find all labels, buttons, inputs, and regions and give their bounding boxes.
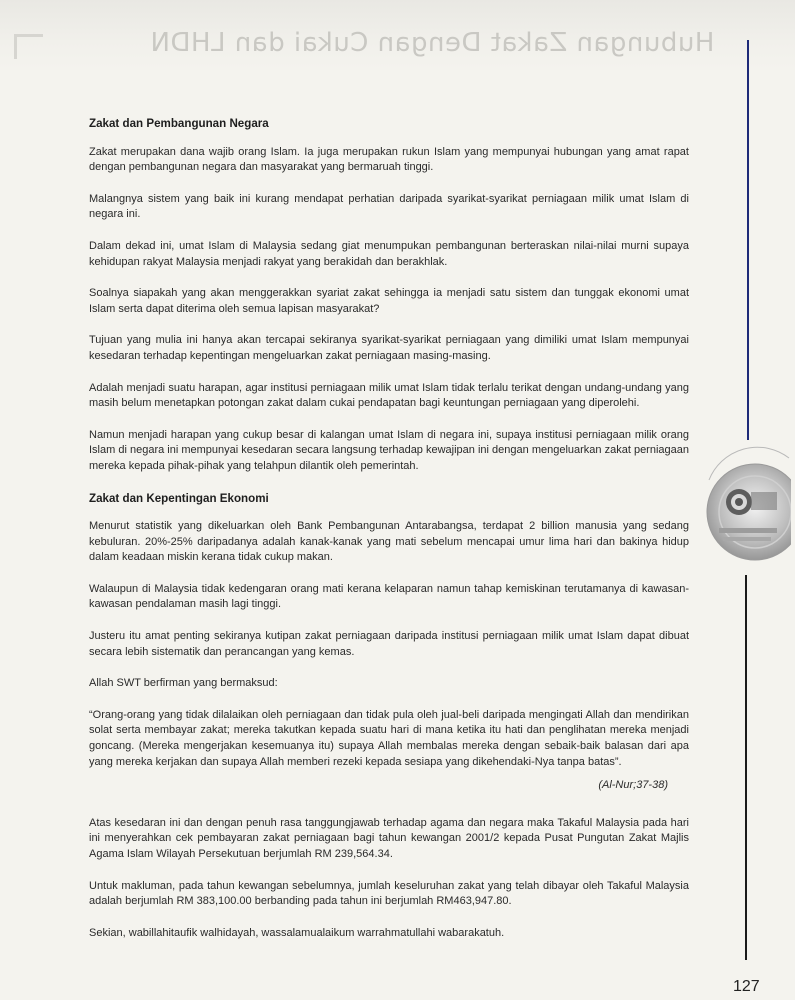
paragraph: Dalam dekad ini, umat Islam di Malaysia sedang giat menumpukan pembangunan berteraskan nilai-nilai murni supaya kehidupan rakyat Malaysia menjadi rakyat yang berakidah dan berakhlak. (89, 239, 689, 268)
accent-rule-bottom (745, 575, 747, 960)
quote-citation: (Al-Nur;37-38) (598, 779, 668, 792)
paragraph: Justeru itu amat penting sekiranya kutipan zakat perniagaan daripada institusi perniagaan milik umat Islam dapat dibuat secara lebih sistematik dan perancangan yang kemas. (89, 630, 689, 658)
header-corner-mark (14, 34, 43, 59)
paragraph: Adalah menjadi suatu harapan, agar institusi perniagaan milik umat Islam tidak terlalu terikat dengan undang-undang yang masih belum menetapkan potongan zakat dalam cukai pendapatan bagi keuntungan perniagaan yang diperolehi. (89, 381, 689, 410)
section-heading: Zakat dan Pembangunan Negara (89, 117, 269, 130)
paragraph: Allah SWT berfirman yang bermaksud: (89, 677, 278, 690)
paragraph: Tujuan yang mulia ini hanya akan tercapai sekiranya syarikat-syarikat perniagaan yang dimiliki umat Islam mempunyai kesedaran terhadap kepentingan mengeluarkan zakat perniagaan masing-masing. (89, 334, 689, 362)
paragraph: Soalnya siapakah yang akan menggerakkan syariat zakat sehingga ia menjadi satu sistem dan tunggak ekonomi umat Islam serta dapat diterima oleh semua lapisan masyarakat? (89, 287, 689, 315)
accent-rule-top (747, 40, 749, 440)
paragraph: Zakat merupakan dana wajib orang Islam. Ia juga merupakan rukun Islam yang mempunyai hubungan yang amat rapat dengan pembangunan negara dan masyarakat yang bermaruah tinggi. (89, 145, 689, 174)
zakat-seal-icon (699, 440, 791, 572)
quote-paragraph: “Orang-orang yang tidak dilalaikan oleh perniagaan dan tidak pula oleh jual-beli daripada mengingati Allah dan mendirikan solat serta membayar zakat; mereka takutkan kepada suatu hari di mana ketika itu hati dan penglihatan mereka menjadi goncang. (Mereka mengerjakan kesemuanya itu) supaya Allah membalas mereka dengan sebaik-baik balasan dari apa yang mereka kerjakan dan supaya Allah memberi rezeki kepada sesiapa yang dikehendaki-Nya tanpa batas”. (89, 708, 689, 768)
paragraph: Malangnya sistem yang baik ini kurang mendapat perhatian daripada syarikat-syarikat perniagaan milik umat Islam di negara ini. (89, 192, 689, 221)
page-number: 127 (733, 978, 760, 995)
paragraph: Walaupun di Malaysia tidak kedengaran orang mati kerana kelaparan namun tahap kemiskinan terutamanya di kawasan-kawasan pendalaman masih lagi tinggi. (89, 582, 689, 611)
paragraph: Menurut statistik yang dikeluarkan oleh Bank Pembangunan Antarabangsa, terdapat 2 billion manusia yang sedang kebuluran. 20%-25% daripadanya adalah kanak-kanak yang mati sebelum mencapai umur lima hari dan bakinya hidup dalam keadaan miskin kerana tidak cukup makan. (89, 520, 689, 564)
paragraph: Atas kesedaran ini dan dengan penuh rasa tanggungjawab terhadap agama dan negara maka Takaful Malaysia pada hari ini menyerahkan cek pembayaran zakat perniagaan bagi tahun kewangan 2001/2 kepada Pusat Pungutan Zakat Majlis Agama Islam Wilayah Persekutuan berjumlah RM 239,564.34. (89, 816, 689, 860)
document-body (89, 116, 689, 957)
paragraph: Namun menjadi harapan yang cukup besar di kalangan umat Islam di negara ini, supaya institusi perniagaan milik orang Islam di negara ini mempunyai kesedaran secara langsung terhadap kewajipan ini dengan mengeluarkan zakat perniagaan mereka kepada pihak-pihak yang telahpun dilantik oleh pemerintah. (89, 428, 689, 472)
paragraph: Untuk makluman, pada tahun kewangan sebelumnya, jumlah keseluruhan zakat yang telah dibayar oleh Takaful Malaysia adalah berjumlah RM 383,100.00 berbanding pada tahun ini berjumlah RM463,947.80. (89, 879, 689, 908)
header-ghost-title: Hubungan Zakat Dengan Cukai dan LHDN (150, 28, 715, 58)
paragraph: Sekian, wabillahitaufik walhidayah, wassalamualaikum warrahmatullahi wabarakatuh. (89, 926, 505, 939)
section-heading: Zakat dan Kepentingan Ekonomi (89, 491, 269, 505)
